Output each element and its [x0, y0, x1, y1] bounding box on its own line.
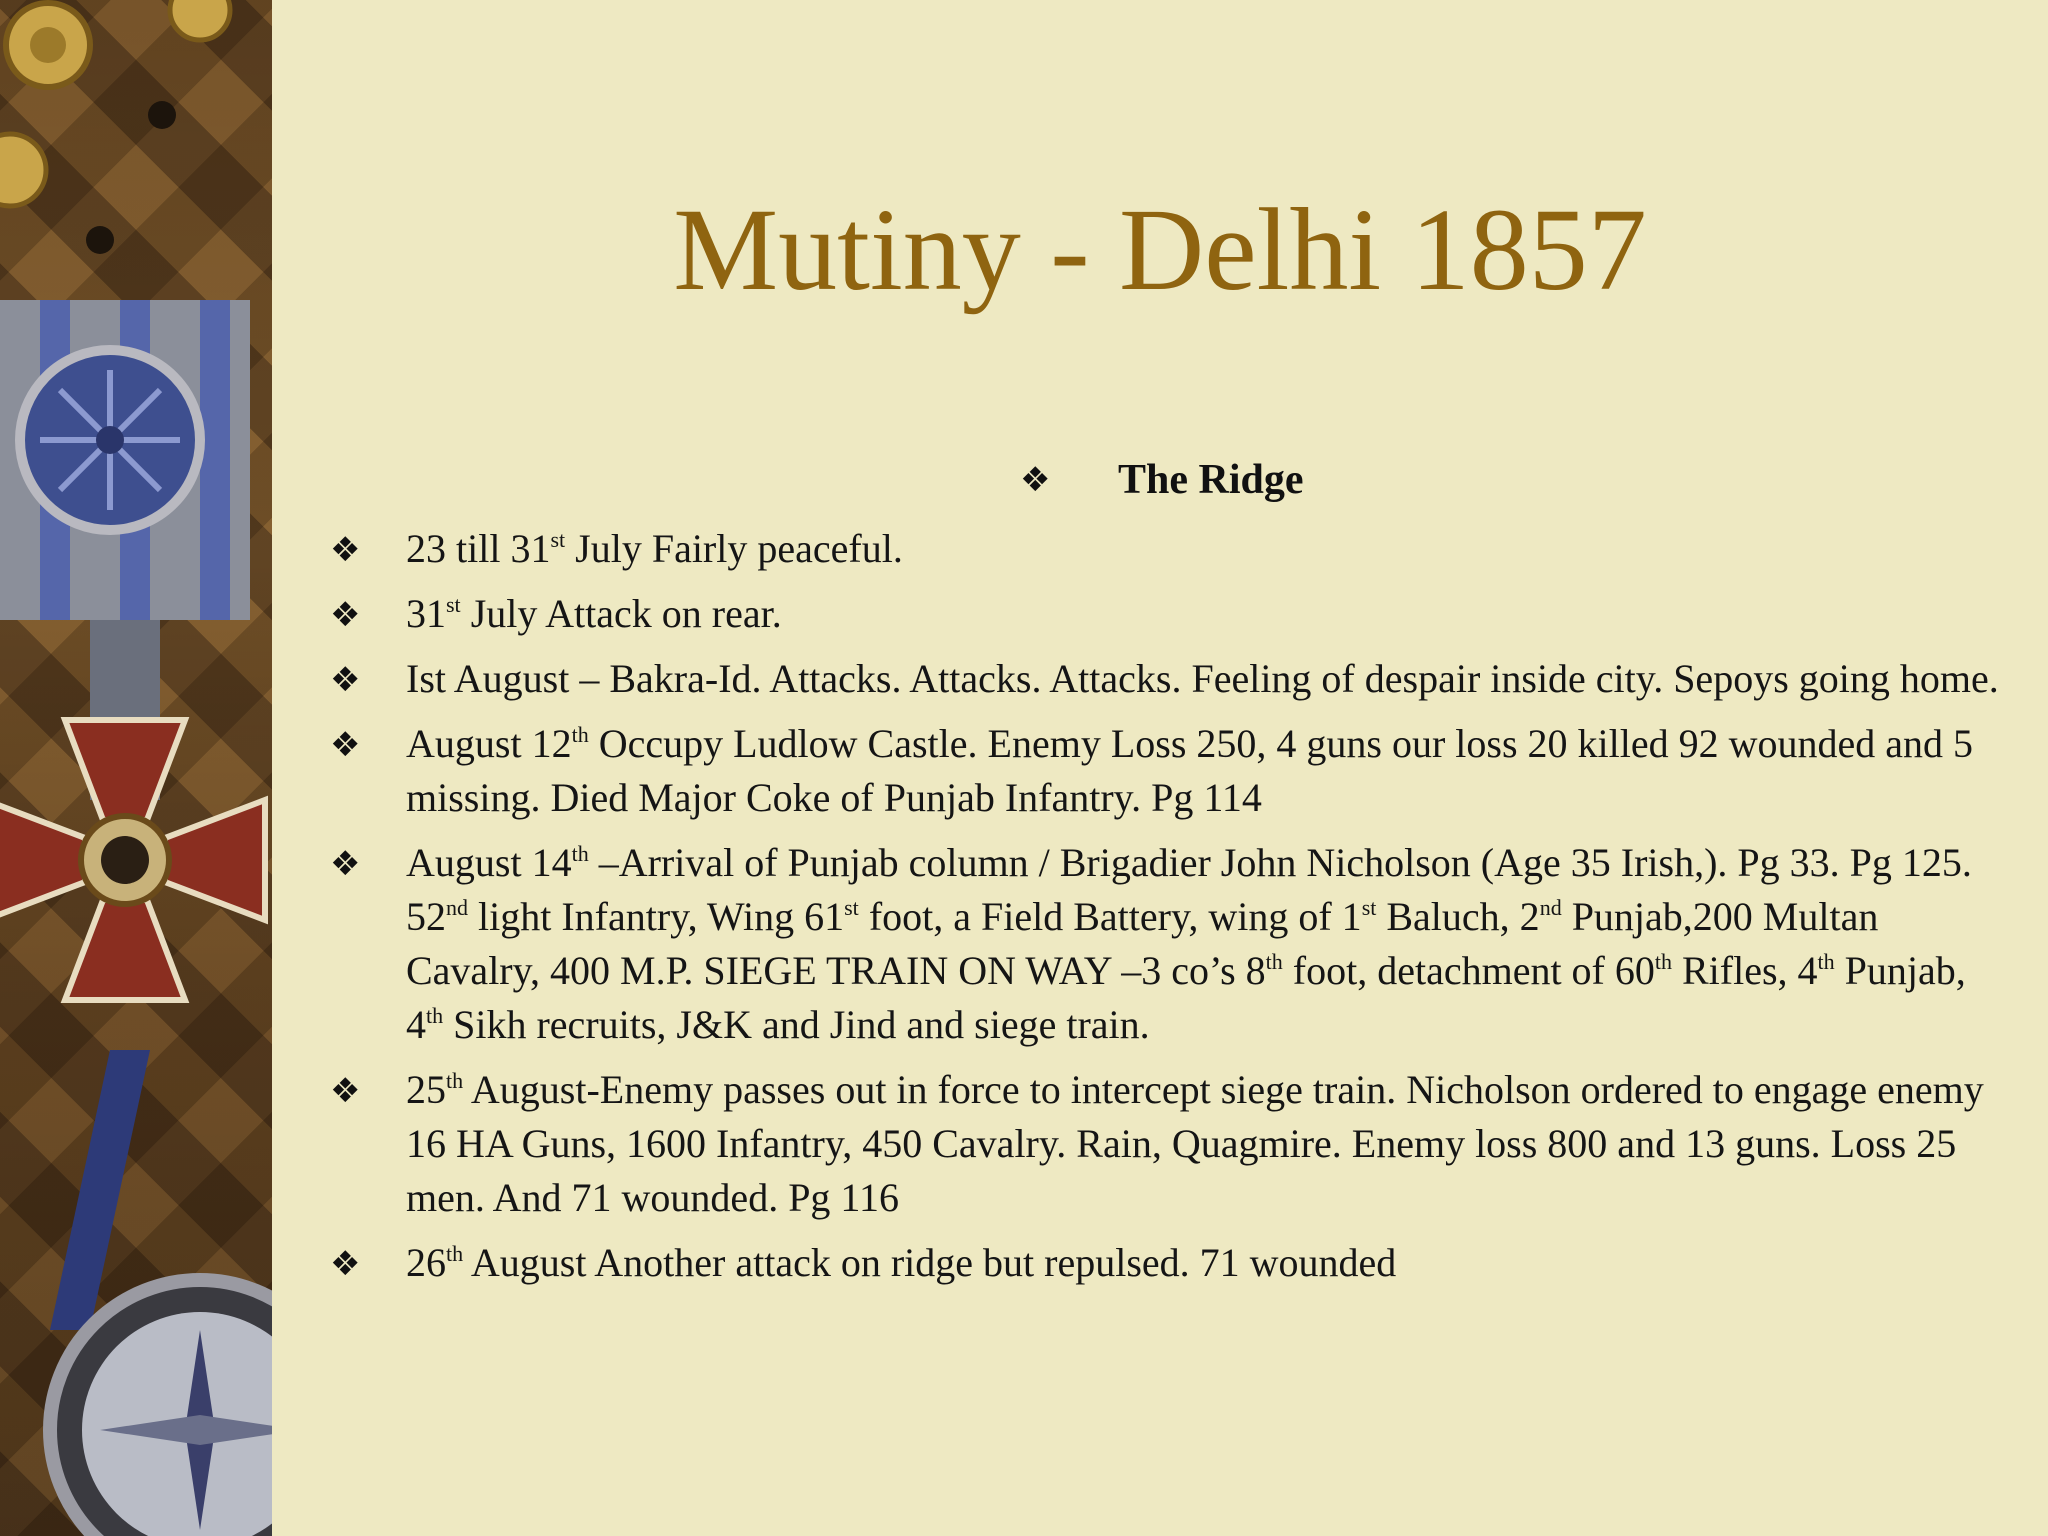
- ordinal-suffix: st: [446, 592, 461, 617]
- text-run: foot, a Field Battery, wing of 1: [858, 894, 1362, 939]
- section-heading-text: The Ridge: [1118, 457, 1304, 503]
- ordinal-suffix: th: [1654, 949, 1672, 974]
- slide-title: Mutiny - Delhi 1857: [673, 184, 1647, 315]
- text-run: 25: [406, 1067, 446, 1112]
- text-run: –Arrival of Punjab column / Brigadier John Nicholson (Age 35 Irish,). Pg 33. Pg 125. 52: [406, 840, 1972, 939]
- list-item: [330, 717, 2010, 825]
- section-heading: [1020, 456, 1304, 504]
- ordinal-suffix: nd: [446, 895, 468, 920]
- bullet-list: [330, 522, 2010, 1301]
- medal-collage-image: [0, 0, 272, 1536]
- diamond-bullet-icon: ❖: [330, 725, 361, 765]
- diamond-bullet-icon: ❖: [330, 844, 361, 884]
- list-item-text: [406, 721, 1973, 820]
- ordinal-suffix: st: [844, 895, 859, 920]
- list-item: [330, 522, 2010, 576]
- text-run: August Another attack on ridge but repulsed. 71 wounded: [463, 1240, 1397, 1285]
- text-run: Punjab, 4: [406, 948, 1966, 1047]
- list-item-text: [406, 1067, 1984, 1220]
- list-item-text: [406, 656, 1999, 701]
- text-run: Occupy Ludlow Castle. Enemy Loss 250, 4 guns our loss 20 killed 92 wounded and 5 missing. Died Major Coke of Punjab Infantry. Pg 114: [406, 721, 1973, 820]
- diamond-bullet-icon: ❖: [330, 1244, 361, 1284]
- ordinal-suffix: st: [550, 527, 566, 552]
- list-item: [330, 652, 2010, 706]
- text-run: Punjab,200 Multan Cavalry, 400 M.P. SIEGE TRAIN ON WAY –3 co’s 8: [406, 894, 1879, 993]
- diamond-bullet-icon: ❖: [330, 595, 361, 635]
- diamond-bullet-icon: ❖: [330, 530, 361, 570]
- text-run: 23 till 31: [406, 526, 551, 571]
- text-run: August 12: [406, 721, 572, 766]
- ordinal-suffix: st: [1361, 895, 1377, 920]
- medal-collage-illustration: [0, 0, 272, 1536]
- ordinal-suffix: th: [1817, 949, 1835, 974]
- diamond-bullet-icon: ❖: [1020, 460, 1051, 500]
- list-item-text: [406, 591, 782, 636]
- ordinal-suffix: th: [446, 1068, 464, 1093]
- text-run: July Attack on rear.: [460, 591, 782, 636]
- list-item: [330, 1236, 2010, 1290]
- text-run: Ist August – Bakra-Id. Attacks. Attacks. Attacks. Feeling of despair inside city. Sepoys going home.: [406, 656, 1999, 701]
- text-run: foot, detachment of 60: [1282, 948, 1655, 993]
- list-item-text: [406, 1240, 1396, 1285]
- text-run: August-Enemy passes out in force to intercept siege train. Nicholson ordered to engage enemy 16 HA Guns, 1600 Infantry, 450 Cavalry. Rain, Quagmire. Enemy loss 800 and 13 guns. Loss 25 men. And 71 wounded. Pg 116: [406, 1067, 1984, 1220]
- ordinal-suffix: th: [1265, 949, 1283, 974]
- list-item: [330, 1063, 2010, 1225]
- text-run: July Fairly peaceful.: [565, 526, 903, 571]
- ordinal-suffix: th: [426, 1003, 444, 1028]
- list-item-text: [406, 840, 1972, 1047]
- list-item: [330, 836, 2010, 1052]
- text-run: 31: [406, 591, 446, 636]
- ordinal-suffix: th: [446, 1241, 464, 1266]
- list-item-text: [406, 526, 903, 571]
- diamond-bullet-icon: ❖: [330, 660, 361, 700]
- text-run: Baluch, 2: [1376, 894, 1540, 939]
- text-run: light Infantry, Wing 61: [468, 894, 845, 939]
- text-run: August 14: [406, 840, 572, 885]
- text-run: Rifles, 4: [1672, 948, 1818, 993]
- text-run: 26: [406, 1240, 446, 1285]
- ordinal-suffix: th: [571, 841, 589, 866]
- list-item: [330, 587, 2010, 641]
- text-run: Sikh recruits, J&K and Jind and siege train.: [443, 1002, 1150, 1047]
- diamond-bullet-icon: ❖: [330, 1071, 361, 1111]
- ordinal-suffix: th: [571, 722, 589, 747]
- ordinal-suffix: nd: [1539, 895, 1562, 920]
